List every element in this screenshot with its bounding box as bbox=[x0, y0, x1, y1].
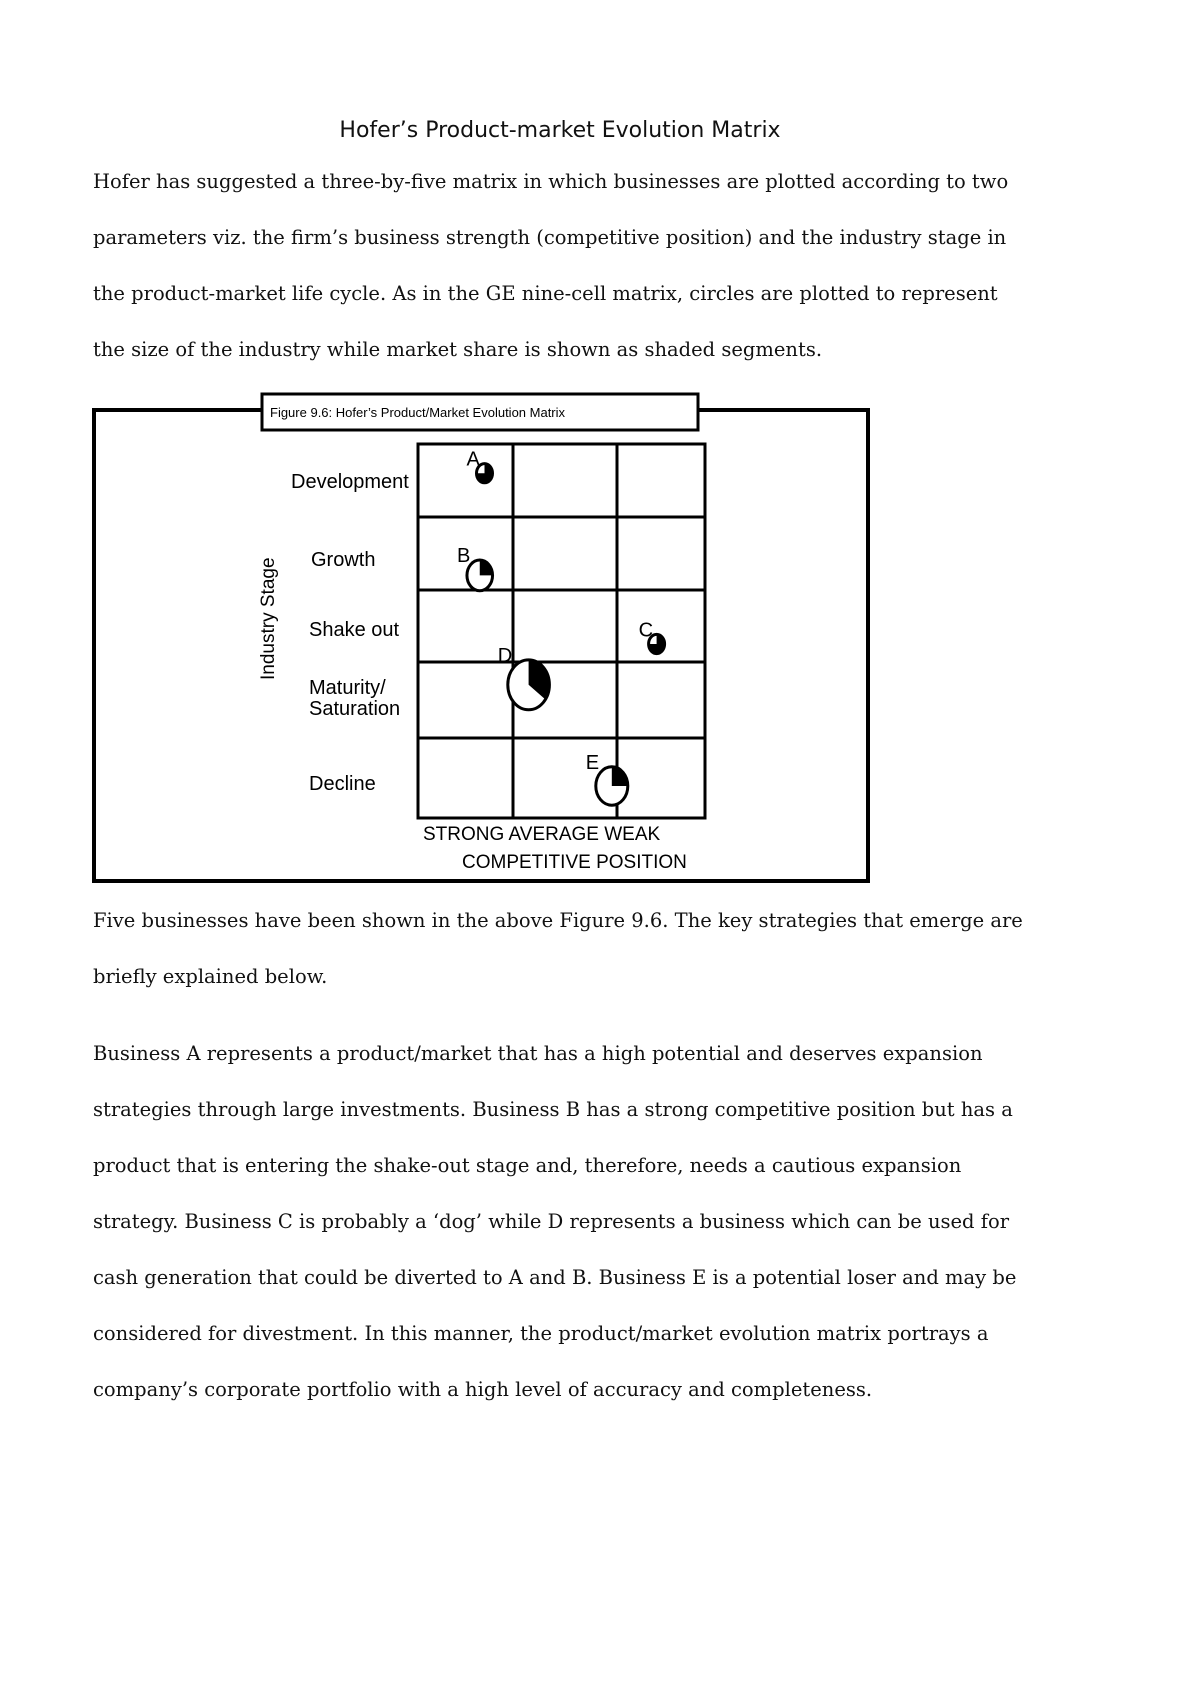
text-line: strategy. Business C is probably a ‘dog’ while D represents a business which can be used for bbox=[93, 1210, 1010, 1233]
y-axis-label: Industry Stage bbox=[258, 557, 279, 680]
stage-label-growth: Growth bbox=[311, 549, 376, 571]
business-c-marker bbox=[639, 619, 665, 653]
business-label: D bbox=[497, 644, 513, 667]
stage-label-decline: Decline bbox=[309, 773, 376, 795]
business-label: B bbox=[456, 545, 471, 568]
stage-label-maturity: Maturity/ bbox=[309, 677, 386, 699]
market-share-segment bbox=[480, 560, 493, 575]
text-line: Business A represents a product/market that has a high potential and deserves expansion bbox=[93, 1042, 983, 1065]
business-b-marker bbox=[457, 545, 493, 591]
after-figure-paragraph bbox=[93, 893, 1023, 1005]
business-label: A bbox=[466, 448, 480, 471]
text-line: considered for divestment. In this manner, the product/market evolution matrix portrays a bbox=[93, 1322, 989, 1345]
text-line: Hofer has suggested a three-by-five matrix in which businesses are plotted according to two bbox=[93, 170, 1009, 193]
text-line: cash generation that could be diverted to A and B. Business E is a potential loser and may be bbox=[93, 1266, 1017, 1289]
matrix-grid bbox=[418, 444, 705, 818]
business-label: C bbox=[638, 619, 654, 642]
business-points bbox=[457, 449, 665, 806]
text-line: product that is entering the shake-out stage and, therefore, needs a cautious expansion bbox=[93, 1154, 962, 1177]
text-line: Five businesses have been shown in the above Figure 9.6. The key strategies that emerge are bbox=[93, 909, 1023, 932]
stage-label-shake-out: Shake out bbox=[309, 619, 400, 641]
stage-label-development: Development bbox=[291, 471, 409, 493]
text-line: the product-market life cycle. As in the GE nine-cell matrix, circles are plotted to represent bbox=[93, 282, 998, 305]
business-label: E bbox=[585, 751, 600, 774]
strategy-paragraph bbox=[93, 1026, 1017, 1418]
text-line: company’s corporate portfolio with a high level of accuracy and completeness. bbox=[93, 1378, 873, 1401]
business-d-marker bbox=[498, 645, 550, 710]
text-line: parameters viz. the firm’s business strength (competitive position) and the industry stage in bbox=[93, 226, 1007, 249]
stage-label-saturation: Saturation bbox=[309, 698, 401, 720]
figure-caption: Figure 9.6: Hofer’s Product/Market Evolution Matrix bbox=[270, 405, 566, 420]
text-line: the size of the industry while market share is shown as shaded segments. bbox=[93, 338, 823, 361]
x-axis-categories: STRONG AVERAGE WEAK bbox=[423, 824, 661, 845]
x-axis-label: COMPETITIVE POSITION bbox=[462, 852, 687, 873]
market-share-segment bbox=[612, 767, 628, 786]
text-line: briefly explained below. bbox=[93, 965, 328, 988]
business-a-marker bbox=[467, 449, 493, 483]
business-e-marker bbox=[586, 752, 628, 805]
text-line: strategies through large investments. Business B has a strong competitive position but has a bbox=[93, 1098, 1013, 1121]
page-title: Hofer’s Product-market Evolution Matrix bbox=[339, 118, 781, 143]
